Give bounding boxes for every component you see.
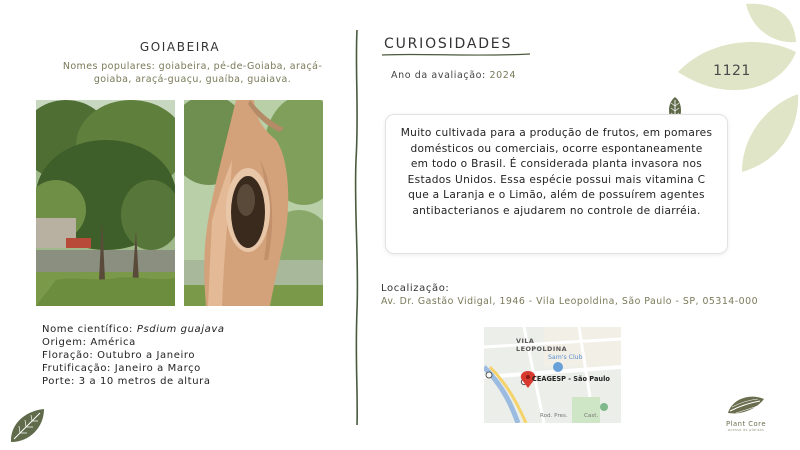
leaf-bottom <box>742 94 798 172</box>
location-address: Av. Dr. Gastão Vidigal, 1946 - Vila Leopoldina, São Paulo - SP, 05314-000 <box>381 296 759 307</box>
scientific-name-line: Nome científico: Psdium guajava <box>42 324 225 335</box>
scientific-name: Psdium guajava <box>136 324 225 335</box>
map-road-label: Rod. Pres. <box>540 413 568 419</box>
trunk-photo <box>184 100 323 306</box>
map-district-label: VILA LEOPOLDINA <box>516 337 568 353</box>
origin-line: Origem: América <box>42 337 136 348</box>
tree-photo <box>36 100 175 306</box>
column-divider <box>352 30 362 425</box>
plant-title: GOIABEIRA <box>139 40 221 54</box>
curiosities-box: Muito cultivada para a produção de frutos, em pomares domésticos ou comerciais, ocorre espontaneamente em todo o Brasil. É considerada planta invasora nos Estados Unidos. Essa espécie possui mais vitamina C que a Laranja e o Limão, além de possuírem agentes antibacterianos e ajudarem no controle de diarréia. <box>385 114 728 254</box>
size-line: Porte: 3 a 10 metros de altura <box>42 376 211 387</box>
plant-core-logo <box>714 393 778 432</box>
logo-tagline: acesso às plantas <box>727 428 765 432</box>
location-map[interactable] <box>484 327 621 423</box>
evaluation-number: 1121 <box>713 63 751 79</box>
map-place-label: Sam's Club <box>548 354 583 361</box>
leaf-icon <box>6 405 48 445</box>
plant-facts <box>42 323 225 388</box>
common-names: Nomes populares: goiabeira, pé-de-Goiaba, araçá-goiaba, araçá-guaçu, guaíba, guaiava. <box>62 61 323 85</box>
plant-core-logo-icon <box>726 393 766 415</box>
curiosities-underline <box>382 52 532 58</box>
map-place-label: CEAGESP - São Paulo <box>532 375 610 383</box>
logo-name: Plant Core <box>725 420 767 428</box>
fruiting-line: Frutificação: Janeiro a Março <box>42 363 201 374</box>
evaluation-year: Ano da avaliação: 2024 <box>391 70 517 81</box>
map-road-label: Cast. <box>584 413 599 419</box>
curiosities-title: CURIOSIDADES <box>384 36 513 52</box>
location-label: Localização: <box>381 283 450 294</box>
flowering-line: Floração: Outubro a Janeiro <box>42 350 196 361</box>
leaf-top <box>746 4 796 42</box>
